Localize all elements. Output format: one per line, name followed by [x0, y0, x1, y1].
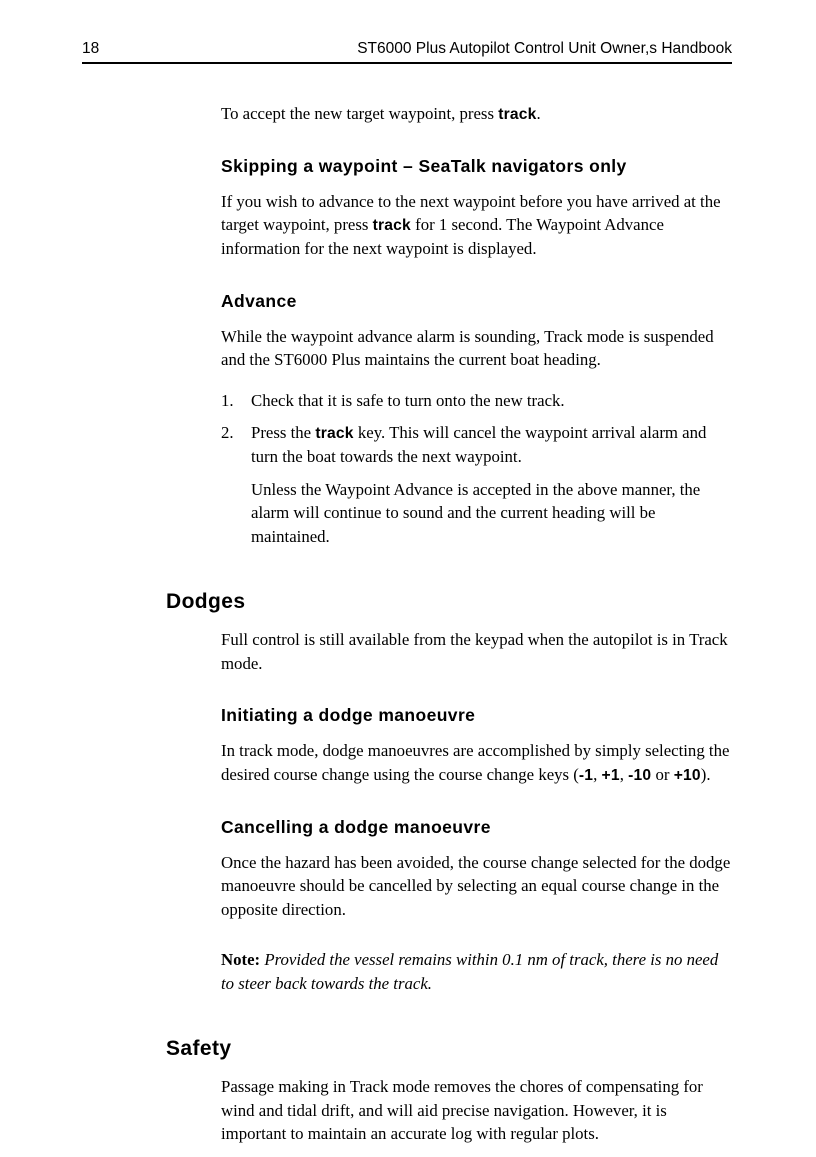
- heading-advance: Advance: [221, 290, 297, 311]
- header-rule: [82, 62, 732, 64]
- plus-1-key-label: +1: [601, 766, 620, 784]
- page-number: 18: [82, 40, 100, 57]
- note-paragraph: [221, 948, 732, 995]
- text-run: for 1 second. The Waypoint Advance information for the next waypoint is displayed.: [221, 215, 664, 259]
- heading-cancelling-dodge: Cancelling a dodge manoeuvre: [221, 816, 491, 837]
- list-item-number: 1.: [221, 390, 234, 410]
- note-label: Note:: [221, 950, 261, 970]
- list-item-text: [251, 389, 732, 413]
- text-run: .: [536, 104, 541, 123]
- text-run: To accept the new target waypoint, press: [221, 104, 499, 123]
- heading-initiating-dodge: Initiating a dodge manoeuvre: [221, 705, 476, 726]
- heading-skipping-waypoint: Skipping a waypoint – SeaTalk navigators only: [221, 155, 627, 176]
- track-key-label: track: [315, 425, 354, 443]
- text-run: Check that it is safe to turn onto the new track.: [251, 390, 565, 410]
- text-run: key. This will cancel the waypoint arrival alarm and turn the boat towards the next waypoint.: [251, 423, 707, 467]
- text-run: Press the: [251, 423, 316, 443]
- text-run: ,: [619, 764, 629, 784]
- heading-safety: Safety: [166, 1037, 232, 1061]
- text-run: or: [651, 764, 674, 784]
- note-text: Provided the vessel remains within 0.1 nm of track, there is no need to steer back towards the track.: [221, 950, 719, 993]
- text-run: ).: [700, 764, 711, 784]
- paragraph-advance-continuation: Unless the Waypoint Advance is accepted in the above manner, the alarm will continue to sound and the current heading will be maintained.: [251, 479, 701, 546]
- text-run: If you wish to advance to the next waypoint before you have arrived at the target waypoint, press: [221, 191, 721, 235]
- numbered-list: [221, 389, 732, 549]
- list-item-number: 2.: [221, 423, 234, 443]
- minus-10-key-label: -10: [628, 766, 652, 784]
- track-key-label: track: [498, 106, 537, 123]
- paragraph-safety: Passage making in Track mode removes the chores of compensating for wind and tidal drift, and will aid precise navigation. However, it is important to maintain an accurate log with regular plots.: [221, 1077, 703, 1144]
- list-item-text: [251, 421, 732, 468]
- paragraph-dodges: Full control is still available from the keypad when the autopilot is in Track mode.: [221, 630, 728, 673]
- list-item: [221, 421, 732, 468]
- page-content: [166, 102, 732, 1146]
- header-title: ST6000 Plus Autopilot Control Unit Owner,s Handbook: [357, 40, 732, 57]
- page-header: [82, 40, 732, 58]
- text-run: ,: [593, 764, 602, 784]
- paragraph-initiating-dodge: [221, 739, 732, 786]
- paragraph-skipping: [221, 190, 732, 261]
- paragraph-cancelling-dodge: Once the hazard has been avoided, the course change selected for the dodge manoeuvre should be cancelled by selecting an equal course change in the opposite direction.: [221, 852, 731, 919]
- list-item: [221, 389, 732, 413]
- heading-dodges: Dodges: [166, 590, 246, 614]
- paragraph-accept-waypoint: [221, 102, 732, 126]
- track-key-label: track: [372, 217, 411, 235]
- plus-10-key-label: +10: [673, 766, 701, 784]
- text-run: In track mode, dodge manoeuvres are accomplished by simply selecting the desired course change using the course change keys (: [221, 741, 730, 784]
- minus-1-key-label: -1: [578, 766, 594, 784]
- paragraph-advance: While the waypoint advance alarm is sounding, Track mode is suspended and the ST6000 Plus maintains the current boat heading.: [221, 326, 714, 370]
